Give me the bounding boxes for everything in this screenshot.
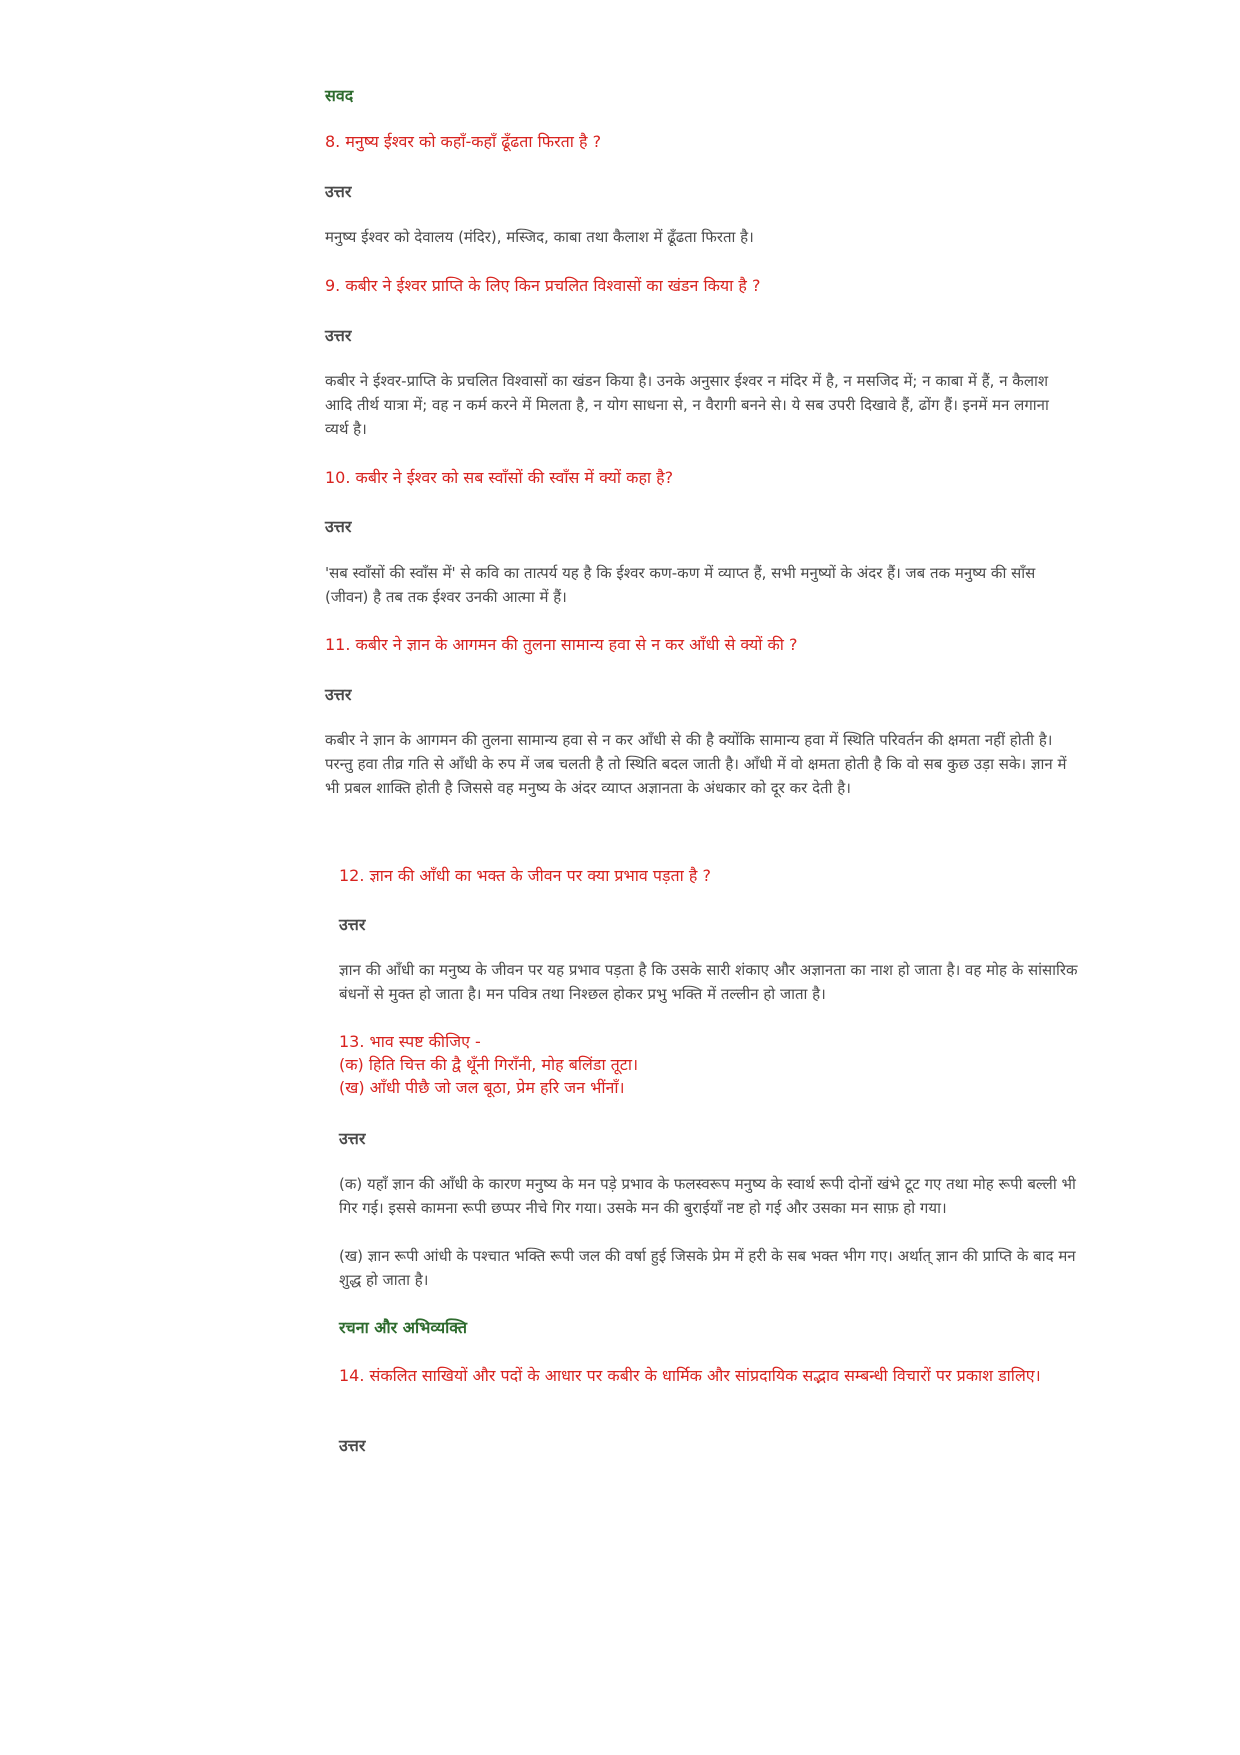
answer-label: उत्तर bbox=[325, 685, 352, 704]
answer-label: उत्तर bbox=[339, 915, 366, 934]
question-13-line-2: (क) हिति चित्त की द्वै थूँनी गिराँनी, मोह बलिंडा तूटा। bbox=[339, 1055, 639, 1074]
answer-label: उत्तर bbox=[339, 1129, 366, 1148]
question-10: 10. कबीर ने ईश्वर को सब स्वाँसों की स्वाँस में क्यों कहा है? bbox=[325, 468, 674, 487]
section-heading-sabad: सवद bbox=[325, 86, 354, 105]
question-13 bbox=[339, 1030, 1159, 1099]
answer-8: मनुष्य ईश्वर को देवालय (मंदिर), मस्जिद, काबा तथा कैलाश में ढूँढता फिरता है। bbox=[325, 228, 754, 246]
answer-13-kha: (ख) ज्ञान रूपी आंधी के पश्चात भक्ति रूपी जल की वर्षा हुई जिसके प्रेम में हरी के सब भक्त भीग गए। अर्थात् ज्ञान की प्राप्ति के बाद मन शुद्ध हो जाता है। bbox=[339, 1247, 1076, 1289]
answer-10: 'सब स्वाँसों की स्वाँस में' से कवि का तात्पर्य यह है कि ईश्वर कण-कण में व्याप्त हैं, सभी मनुष्यों के अंदर हैं। जब तक मनुष्य की साँस (जीवन) है तब तक ईश्वर उनकी आत्मा में हैं। bbox=[325, 564, 1036, 606]
question-9: 9. कबीर ने ईश्वर प्राप्ति के लिए किन प्रचलित विश्वासों का खंडन किया है ? bbox=[325, 276, 761, 295]
answer-9: कबीर ने ईश्वर-प्राप्ति के प्रचलित विश्वासों का खंडन किया है। उनके अनुसार ईश्वर न मंदिर में है, न मसजिद में; न काबा में हैं, न कैलाश आदि तीर्थ यात्रा में; वह न कर्म करने में मिलता है, न योग साधना से, न वैरागी बनने से। ये सब उपरी दिखावे हैं, ढोंग हैं। इनमें मन लगाना व्यर्थ है। bbox=[325, 372, 1049, 438]
question-13-line-3: (ख) आँधी पीछै जो जल बूठा, प्रेम हरि जन भींनाँ। bbox=[339, 1078, 625, 1097]
answer-11: कबीर ने ज्ञान के आगमन की तुलना सामान्य हवा से न कर आँधी से की है क्योंकि सामान्य हवा में स्थिति परिवर्तन की क्षमता नहीं होती है। परन्तु हवा तीव्र गति से आँधी के रुप में जब चलती है तो स्थिति बदल जाती है। आँधी में वो क्षमता होती है कि वो सब कुछ उड़ा सके। ज्ञान में भी प्रबल शाक्ति होती है जिससे वह मनुष्य के अंदर व्याप्त अज्ञानता के अंधकार को दूर कर देती है। bbox=[325, 731, 1067, 797]
question-13-line-1: 13. भाव स्पष्ट कीजिए - bbox=[339, 1032, 481, 1051]
answer-label: उत्तर bbox=[339, 1436, 366, 1455]
answer-12: ज्ञान की आँधी का मनुष्य के जीवन पर यह प्रभाव पड़ता है कि उसके सारी शंकाए और अज्ञानता का नाश हो जाता है। वह मोह के सांसारिक बंधनों से मुक्त हो जाता है। मन पवित्र तथा निश्छल होकर प्रभु भक्ति में तल्लीन हो जाता है। bbox=[339, 961, 1078, 1003]
question-14: 14. संकलित साखियों और पदों के आधार पर कबीर के धार्मिक और सांप्रदायिक सद्भाव सम्बन्धी विचारों पर प्रकाश डालिए। bbox=[339, 1366, 1041, 1385]
answer-13-ka: (क) यहाँ ज्ञान की आँधी के कारण मनुष्य के मन पड़े प्रभाव के फलस्वरूप मनुष्य के स्वार्थ रूपी दोनों खंभे टूट गए तथा मोह रूपी बल्ली भी गिर गई। इससे कामना रूपी छप्पर नीचे गिर गया। उसके मन की बुराईयाँ नष्ट हो गई और उसका मन साफ़ हो गया। bbox=[339, 1175, 1076, 1217]
question-8: 8. मनुष्य ईश्वर को कहाँ-कहाँ ढूँढता फिरता है ? bbox=[325, 132, 602, 151]
question-11: 11. कबीर ने ज्ञान के आगमन की तुलना सामान्य हवा से न कर आँधी से क्यों की ? bbox=[325, 635, 798, 654]
answer-label: उत्तर bbox=[325, 517, 352, 536]
answer-label: उत्तर bbox=[325, 326, 352, 345]
answer-label: उत्तर bbox=[325, 182, 352, 201]
question-12: 12. ज्ञान की आँधी का भक्त के जीवन पर क्या प्रभाव पड़ता है ? bbox=[339, 866, 711, 885]
section-heading-rachna: रचना और अभिव्यक्ति bbox=[339, 1318, 467, 1337]
